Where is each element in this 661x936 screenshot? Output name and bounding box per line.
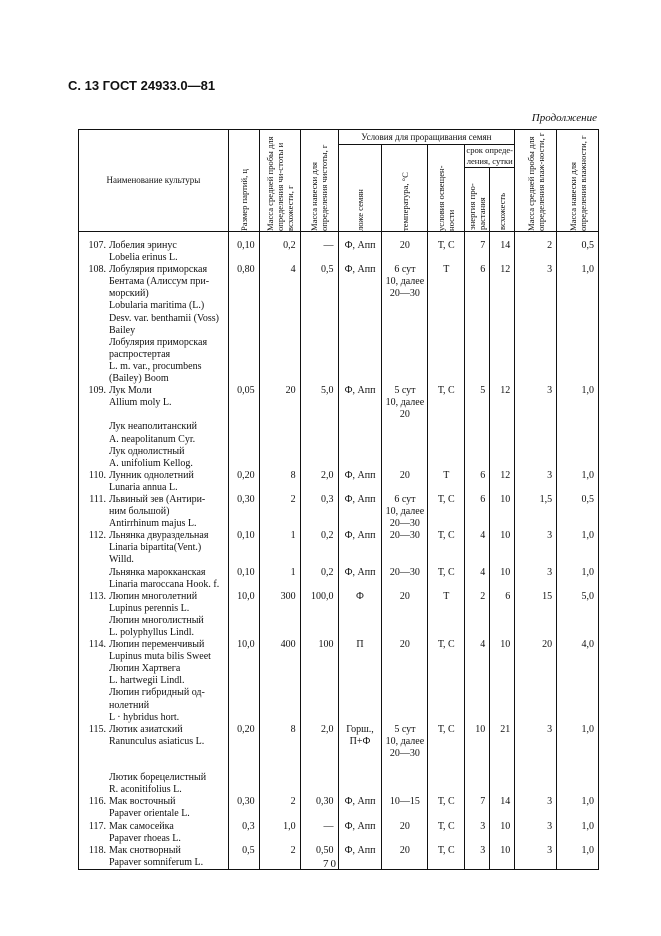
table-row [79,796,599,820]
cell-energy: 5 [465,385,490,470]
row-number: 111. [89,493,106,505]
cell-temperature: 20 [382,639,428,724]
cell-temperature: 20 [382,240,428,264]
cell-mass-moisture: 3 [515,845,557,870]
cell-temperature: 6 сут 10, далее 20—30 [382,264,428,385]
cell-seed-bed: Ф, Апп [338,470,382,494]
cell-energy: 10 [465,724,490,797]
cell-germination: 10 [490,639,515,724]
page-number: 70 [323,858,338,870]
col-header-mass-moist: Масса средней пробы для определения влаж-ности, г [515,130,557,232]
table-row [79,724,599,797]
cell-energy: 7 [465,240,490,264]
cell-temperature: 20 [382,591,428,639]
row-number: 118. [88,844,106,856]
cell-energy: 6 [465,494,490,530]
culture-name-rest: Ranunculus asiaticus L. Лютик борецелистный R. aconitifolius L. [109,735,207,796]
cell-mass-weigh: — [300,240,338,264]
cell-germination: 10 [490,821,515,845]
culture-name-rest: Lupinus muta bilis Sweet Люпин Хартвега L. hartwegii Lindl. Люпин гибридный од- нолетний L · hybridus hort. [109,651,211,723]
cell-culture-name [79,240,229,264]
col-header-energy: энергия про-растания [465,168,490,232]
cell-weigh-moisture: 1,0 [557,264,599,385]
table-row [79,591,599,639]
table-row [79,821,599,845]
cell-energy: 3 [465,845,490,870]
cell-energy: 6 [465,470,490,494]
culture-name-rest: Papaver orientale L. [109,808,190,820]
culture-name-first: Лобулярия приморская [109,264,208,276]
culture-name-first: Мак восточный [109,796,176,808]
cell-culture-name [79,530,229,566]
cell-weigh-moisture: 1,0 [557,385,599,470]
cell-seed-bed: Ф, Апп [338,567,382,591]
cell-light: Т, С [428,639,465,724]
cell-light: Т, С [428,240,465,264]
culture-name-rest: Allium moly L. Лук неаполитанский A. neapolitanum Cyr. Лук однолистный A. unifolium Kellog. [109,397,197,469]
cell-energy: 6 [465,264,490,385]
culture-name-rest: Papaver somniferum L. [109,856,204,868]
culture-name-rest: ним большой) Antirrhinum majus L. [109,506,197,530]
table-row [79,470,599,494]
cell-energy: 4 [465,639,490,724]
cell-germination: 14 [490,796,515,820]
culture-name-first: Льнянка двураздельная [109,530,209,542]
cell-mass-purity: 1,0 [259,821,300,845]
cell-light: Т, С [428,796,465,820]
culture-name-first: Люпин переменчивый [109,639,205,651]
col-header-weigh-moist: Масса навески для определения влажности, г [557,130,599,232]
col-header-mass-weigh: Масса навески для определения чистоты, г [300,130,338,232]
cell-weigh-moisture: 1,0 [557,845,599,870]
cell-seed-bed: Ф, Апп [338,796,382,820]
cell-temperature: 20 [382,470,428,494]
cell-mass-weigh: 2,0 [300,724,338,797]
culture-name-rest: Lupinus perennis L. Люпин многолистный L. polyphyllus Lindl. [109,602,204,638]
col-header-term-group: срок опреде-ления, сутки [466,145,514,166]
cell-germination: 12 [490,264,515,385]
cell-mass-moisture: 3 [515,821,557,845]
cell-mass-purity: 20 [259,385,300,470]
culture-name-first: Лунник однолетний [109,469,194,481]
cell-temperature: 6 сут 10, далее 20—30 [382,494,428,530]
cell-mass-purity: 0,2 [259,240,300,264]
culture-name-rest: Linaria bipartita(Vent.) Willd. [109,542,202,566]
cell-weigh-moisture: 1,0 [557,724,599,797]
cell-seed-bed: Ф [338,591,382,639]
cell-weigh-moisture: 4,0 [557,639,599,724]
cell-batch-size: 0,10 [228,530,259,566]
cell-mass-purity: 8 [259,724,300,797]
cell-culture-name [79,385,229,470]
cell-light: Т, С [428,845,465,870]
culture-name-rest: Lobelia erinus L. [109,252,178,264]
cell-temperature: 20—30 [382,530,428,566]
cell-weigh-moisture: 1,0 [557,796,599,820]
cell-mass-purity: 1 [259,567,300,591]
cell-light: Т, С [428,385,465,470]
col-header-name: Наименование культуры [79,130,229,232]
cell-mass-moisture: 3 [515,567,557,591]
culture-name-rest: Papaver rhoeas L. [109,832,181,844]
culture-name-first: Люпин многолетний [109,590,198,602]
cell-mass-purity: 400 [259,639,300,724]
cell-batch-size: 0,30 [228,796,259,820]
table-row [79,530,599,566]
cell-weigh-moisture: 1,0 [557,821,599,845]
cell-mass-weigh: 100,0 [300,591,338,639]
cell-batch-size: 0,10 [228,567,259,591]
cell-culture-name [79,591,229,639]
table-row [79,240,599,264]
culture-name-first: Мак снотворный [109,844,181,856]
cell-culture-name [79,470,229,494]
cell-mass-moisture: 3 [515,724,557,797]
culture-name-first: Мак самосейка [109,820,174,832]
cell-mass-purity: 8 [259,470,300,494]
cell-temperature: 10—15 [382,796,428,820]
table-row [79,639,599,724]
cell-mass-moisture: 20 [515,639,557,724]
cell-culture-name [79,567,229,591]
cell-batch-size: 0,20 [228,470,259,494]
culture-name-first: Львиный зев (Антири- [109,493,206,505]
cell-germination: 12 [490,470,515,494]
table-body [79,232,599,870]
cell-culture-name [79,796,229,820]
row-number: 114. [88,639,106,651]
cell-culture-name [79,821,229,845]
cell-culture-name [79,724,229,797]
cell-light: Т, С [428,494,465,530]
table-row [79,567,599,591]
cell-mass-weigh: 0,30 [300,796,338,820]
cell-mass-moisture: 3 [515,385,557,470]
cell-culture-name [79,494,229,530]
cell-light: Т, С [428,567,465,591]
cell-mass-purity: 2 [259,845,300,870]
culture-name-first: Лобелия эринус [109,240,177,251]
row-number: 113. [88,590,106,602]
row-number: 112. [88,530,106,542]
cell-germination: 6 [490,591,515,639]
cell-mass-weigh: 0,50 [300,845,338,870]
cell-culture-name [79,639,229,724]
cell-energy: 3 [465,821,490,845]
cell-culture-name [79,264,229,385]
cell-batch-size: 0,5 [228,845,259,870]
cell-temperature: 5 сут 10, далее 20—30 [382,724,428,797]
culture-name-rest: Lunaria annua L. [109,481,178,493]
col-header-bed: ложе семян [338,145,382,232]
cell-energy: 2 [465,591,490,639]
cell-light: Т, С [428,821,465,845]
continuation-label: Продолжение [531,112,597,124]
cell-mass-purity: 4 [259,264,300,385]
cell-light: Т, С [428,724,465,797]
cell-weigh-moisture: 5,0 [557,591,599,639]
cell-mass-weigh: 2,0 [300,470,338,494]
row-number: 117. [88,820,106,832]
cell-germination: 10 [490,494,515,530]
cell-mass-weigh: 5,0 [300,385,338,470]
cell-weigh-moisture: 0,5 [557,494,599,530]
cell-seed-bed: Ф, Апп [338,494,382,530]
cell-energy: 4 [465,530,490,566]
row-number: 115. [88,723,106,735]
cell-seed-bed: Ф, Апп [338,264,382,385]
cell-batch-size: 0,30 [228,494,259,530]
culture-name-rest: Бентама (Алиссум при- морский) Lobularia maritima (L.) Desv. var. benthamii (Voss) Bailey Лобулярия приморская распростертая L. m. var., procumbens (Bailey) Boom [109,276,219,385]
col-header-mass-purity: Масса средней пробы для определения чи-стоты и всхожести, г [259,130,300,232]
cell-batch-size: 0,80 [228,264,259,385]
cell-mass-moisture: 2 [515,240,557,264]
cell-germination: 10 [490,567,515,591]
cell-batch-size: 10,0 [228,591,259,639]
cell-seed-bed: П [338,639,382,724]
row-number: 108. [88,264,106,276]
culture-name-rest: Linaria maroccana Hook. f. [109,578,220,590]
col-header-temp: температура, °С [382,145,428,232]
cell-mass-purity: 2 [259,494,300,530]
culture-name-first: Лютик азиатский [109,723,183,735]
cell-energy: 4 [465,567,490,591]
culture-name-first: Лук Моли [109,385,152,397]
row-number: 110. [88,469,106,481]
col-header-batch: Размер партий, ц [228,130,259,232]
cell-batch-size: 0,10 [228,240,259,264]
table-head [79,130,599,232]
cell-seed-bed: Ф, Апп [338,530,382,566]
cell-mass-weigh: 0,2 [300,530,338,566]
cell-light: Т [428,264,465,385]
cell-temperature: 20 [382,845,428,870]
cell-light: Т [428,470,465,494]
cell-mass-moisture: 3 [515,530,557,566]
cell-temperature: 20—30 [382,567,428,591]
cell-mass-moisture: 1,5 [515,494,557,530]
cell-batch-size: 0,05 [228,385,259,470]
cell-weigh-moisture: 1,0 [557,567,599,591]
cell-germination: 10 [490,530,515,566]
cell-mass-moisture: 3 [515,264,557,385]
row-number: 107. [88,240,106,251]
table-row [79,264,599,385]
cell-energy: 7 [465,796,490,820]
row-number: 109. [88,385,106,397]
cell-batch-size: 10,0 [228,639,259,724]
cell-mass-purity: 2 [259,796,300,820]
cell-batch-size: 0,20 [228,724,259,797]
cell-mass-weigh: 0,3 [300,494,338,530]
cell-seed-bed: Ф, Апп [338,240,382,264]
cell-light: Т, С [428,530,465,566]
cell-germination: 10 [490,845,515,870]
cell-germination: 14 [490,240,515,264]
cell-mass-weigh: 0,2 [300,567,338,591]
col-header-germ: всхожесть [490,168,515,232]
cell-light: Т [428,591,465,639]
row-number: 116. [88,796,106,808]
cell-weigh-moisture: 1,0 [557,470,599,494]
cell-weigh-moisture: 1,0 [557,530,599,566]
cell-weigh-moisture: 0,5 [557,240,599,264]
cell-mass-moisture: 3 [515,470,557,494]
cell-temperature: 20 [382,821,428,845]
cell-seed-bed: Горш., П+Ф [338,724,382,797]
cell-mass-moisture: 15 [515,591,557,639]
col-header-germination-group: Условия для проращивания семян [338,130,515,145]
page-header: С. 13 ГОСТ 24933.0—81 [68,78,216,93]
cell-mass-weigh: 0,5 [300,264,338,385]
cell-mass-weigh: 100 [300,639,338,724]
seed-table [78,129,599,870]
cell-germination: 12 [490,385,515,470]
cell-mass-purity: 300 [259,591,300,639]
col-header-light: условия освещен-ности [428,145,465,232]
cell-batch-size: 0,3 [228,821,259,845]
cell-temperature: 5 сут 10, далее 20 [382,385,428,470]
cell-mass-weigh: — [300,821,338,845]
cell-seed-bed: Ф, Апп [338,385,382,470]
cell-seed-bed: Ф, Апп [338,845,382,870]
cell-mass-purity: 1 [259,530,300,566]
cell-mass-moisture: 3 [515,796,557,820]
table-row [79,385,599,470]
culture-name-first: Льнянка марокканская [109,566,206,578]
cell-germination: 21 [490,724,515,797]
cell-seed-bed: Ф, Апп [338,821,382,845]
table-row [79,494,599,530]
